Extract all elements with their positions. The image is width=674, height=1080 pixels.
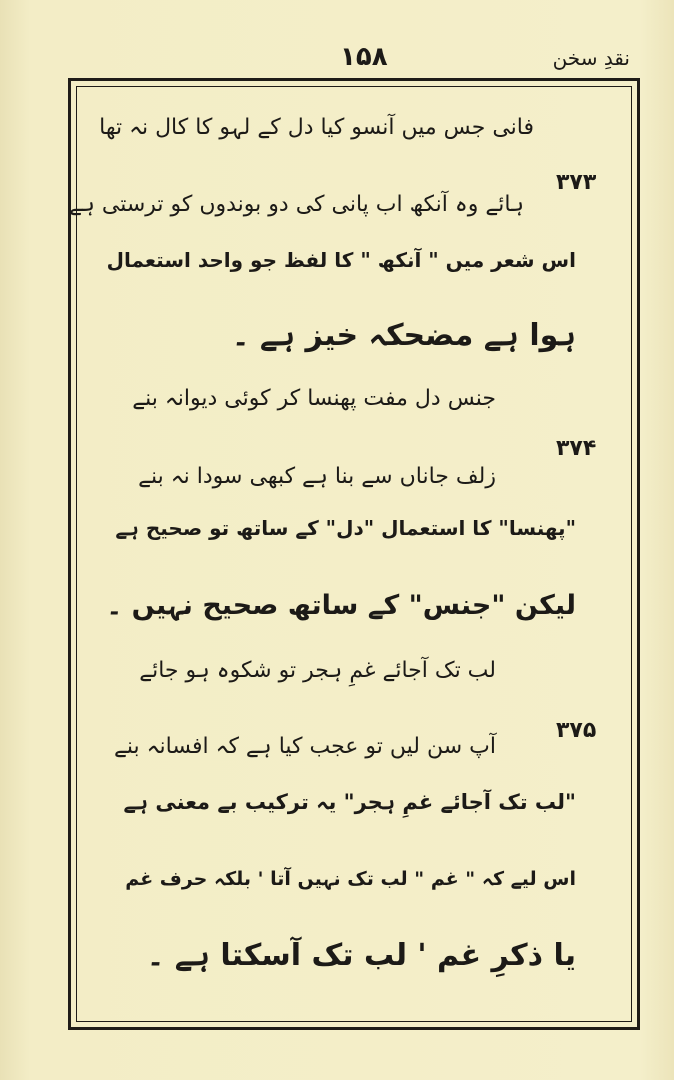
verse-375-line-1: لب تک آجائے غمِ ہجر تو شکوہ ہو جائے <box>139 658 496 683</box>
commentary-373-line-1: اس شعر میں " آنکھ " کا لفظ جو واحد استعمال <box>106 248 576 272</box>
commentary-375-line-2: اس لیے کہ " غم " لب تک نہیں آتا ' بلکہ حرف غم <box>125 868 576 890</box>
verse-373-line-2: ہائے وہ آنکھ اب پانی کی دو بوندوں کو ترستی ہے <box>69 192 524 217</box>
verse-375-line-2: آپ سن لیں تو عجب کیا ہے کہ افسانہ بنے <box>113 734 496 759</box>
entry-number-374: ۳۷۴ <box>556 436 597 461</box>
verse-374-line-2: زلف جاناں سے بنا ہے کبھی سودا نہ بنے <box>138 464 496 489</box>
commentary-375-line-1: "لب تک آجائے غمِ ہجر" یہ ترکیب بے معنی ہے <box>123 790 576 814</box>
page-number: ۱۵۸ <box>340 42 388 72</box>
commentary-374-line-1: "پھنسا" کا استعمال "دل" کے ساتھ تو صحیح ہے <box>115 516 576 540</box>
page-header <box>0 42 674 82</box>
commentary-374-line-2: لیکن "جنس" کے ساتھ صحیح نہیں ۔ <box>106 590 576 621</box>
entry-number-375: ۳۷۵ <box>556 718 597 743</box>
verse-373-line-1: فانی جس میں آنسو کیا دل کے لہو کا کال نہ تھا <box>99 115 534 140</box>
running-title: نقدِ سخن <box>552 46 630 70</box>
commentary-373-line-2: ہوا ہے مضحکہ خیز ہے ۔ <box>231 318 576 353</box>
verse-374-line-1: جنس دل مفت پھنسا کر کوئی دیوانہ بنے <box>132 386 496 411</box>
entry-number-373: ۳۷۳ <box>556 170 597 195</box>
commentary-375-line-3: یا ذکرِ غم ' لب تک آسکتا ہے ۔ <box>146 938 576 973</box>
